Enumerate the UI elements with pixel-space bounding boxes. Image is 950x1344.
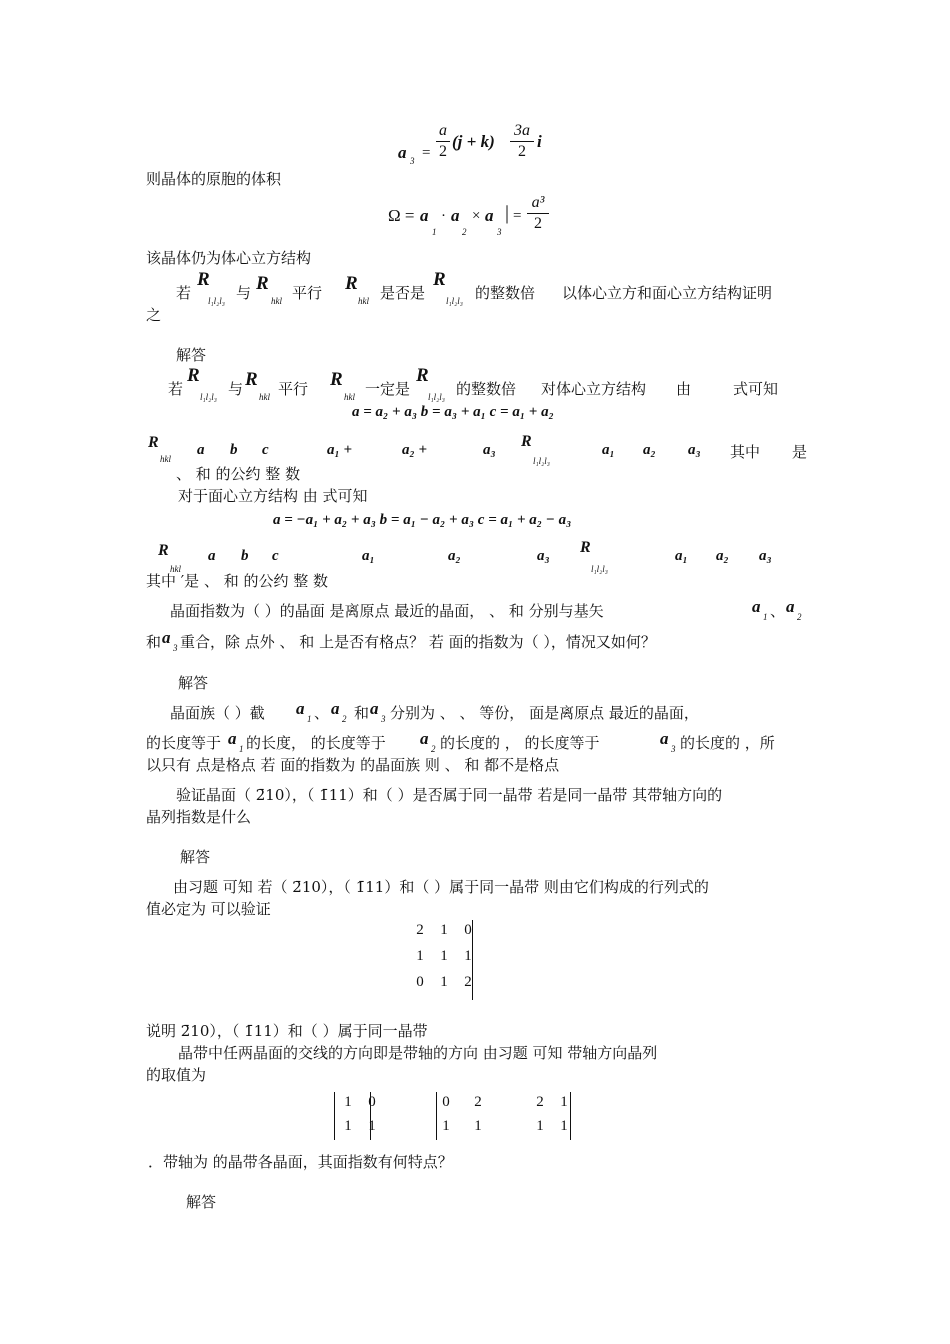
ans1-row-a1: a₁ +: [327, 442, 353, 458]
ans1-R2-sub: hkl: [259, 392, 270, 402]
text-line-bcc: 该晶体仍为体心立方结构: [146, 249, 312, 267]
ans1-row-a3: a₃: [483, 442, 496, 458]
eq-a3-frac2-den: 2: [518, 143, 526, 160]
ans1-row2-a3: a₃: [537, 548, 550, 564]
ans1-row-b1: a₁: [602, 442, 615, 458]
answer-4-title: 解答: [186, 1193, 217, 1211]
ans1-if: 若: [168, 380, 184, 398]
eq-a3-frac2-num: 3a: [514, 122, 530, 139]
q1-R4: R: [433, 269, 446, 290]
q1-R3-sub: hkl: [358, 296, 369, 306]
ans2-l2-a2: a: [420, 729, 429, 748]
eq-omega-s2: 2: [462, 227, 467, 237]
ans1-row-R-sub: hkl: [160, 454, 171, 464]
q1-parallel: 平行: [292, 284, 323, 302]
q3-line2: 晶列指数是什么: [146, 808, 252, 826]
ans1-row-is: 是: [792, 443, 808, 461]
q1-R4-sub: l₁l₂l₃: [446, 296, 463, 306]
eq-omega-s1: 1: [432, 227, 437, 237]
ans1-row2-a1: a₁: [362, 548, 375, 564]
ans1-bcc: 对体心立方结构: [541, 380, 647, 398]
ans1-R2: R: [245, 369, 258, 390]
eq-omega-a2: a: [451, 206, 460, 225]
ans1-row-where: 其中: [730, 443, 761, 461]
q2-a3-sub: 3: [173, 643, 178, 653]
det2a-bar-right: [370, 1092, 371, 1140]
eq-omega-num: a³: [531, 194, 545, 211]
ans3-line1: 由习题 可知 若（ 2̄10），（ 1̄11）和（ ）属于同一晶带 则由它们构成的行列式的: [173, 878, 709, 896]
eq-omega-abs: |: [505, 202, 510, 224]
ans1-and: 与: [228, 380, 244, 398]
eq-a3-frac2: [510, 122, 534, 161]
q2-a2: a: [786, 597, 795, 616]
determinant-3x3: [408, 922, 480, 1000]
q2-comma: 、: [770, 602, 786, 620]
det2c-bar-right: [570, 1092, 571, 1140]
ans2-and: 和: [354, 704, 370, 722]
ans1-row2-R2-sub: l₁l₂l₃: [591, 564, 608, 574]
q1-R1: R: [197, 269, 210, 290]
q2-line1: 晶面指数为（ ）的晶面 是离原点 最近的晶面， 、 和 分别与基矢: [170, 602, 604, 620]
ans2-a3: a: [370, 699, 379, 718]
answer-1-title: 解答: [176, 346, 207, 364]
determinant-2x2-c: 2 1 1 1: [536, 1094, 568, 1134]
ans2-l2-a3: a: [660, 729, 669, 748]
q1-prove: 以体心立方和面心立方结构证明: [562, 284, 773, 302]
det-bar-right: [472, 920, 473, 1000]
ans1-row2-R-sub: hkl: [170, 564, 181, 574]
ans1-row-b2: a₂: [643, 442, 656, 458]
det-row: 1 1 1: [416, 948, 472, 964]
eq-a3-frac1-num: a: [439, 122, 447, 139]
ans1-gcd-line: 、 和 的公约 整 数: [176, 465, 301, 483]
det-row: 2 1 0: [416, 922, 472, 938]
answer-2-title: 解答: [178, 674, 209, 692]
eq-a3-frac1: [436, 122, 450, 161]
q2-line2: 重合，除 点外 、 和 上是否有格点？ 若 面的指数为（ ），情况又如何？: [180, 633, 656, 651]
ans2-l2-a1-sub: 1: [239, 744, 244, 754]
q1-R3: R: [345, 273, 358, 294]
q1-and: 与: [236, 284, 252, 302]
determinant-2x2-b: 0 2 1 1: [442, 1094, 482, 1134]
q2-a2-sub: 2: [797, 612, 802, 622]
ans2-l2-a1: a: [228, 729, 237, 748]
q3-line1: 验证晶面（ 2̄10），（ 1̄11）和（ ）是否属于同一晶带 若是同一晶带 其带轴方向的: [176, 786, 723, 804]
q1-multiple: 的整数倍: [475, 284, 536, 302]
ans1-row-R2: R: [521, 433, 532, 450]
eq-omega-cross: ×: [472, 208, 481, 224]
ans1-row-b3: a₃: [688, 442, 701, 458]
ans3-line4: 晶带中任两晶面的交线的方向即是带轴的方向 由习题 可知 带轴方向晶列: [178, 1044, 658, 1062]
eq-a3-lhs-sub: 3: [410, 156, 415, 166]
question-4: ．带轴为 的晶带各晶面，其面指数有何特点？: [148, 1153, 453, 1171]
eq-omega-dot: ·: [441, 208, 446, 224]
ans2-a1: a: [296, 699, 305, 718]
eq-omega-equals: =: [513, 208, 522, 224]
ans1-row-a: a: [197, 442, 205, 458]
eq-omega-a3: a: [485, 206, 494, 225]
ans1-row2-c: c: [272, 548, 279, 564]
ans1-R3-sub: hkl: [344, 392, 355, 402]
eq-omega-frac: [527, 194, 549, 233]
ans2-a1-sub: 1: [307, 714, 312, 724]
q1-R2-sub: hkl: [271, 296, 282, 306]
ans1-R4: R: [416, 365, 429, 386]
eq-omega-a1: a: [420, 206, 429, 225]
ans2-line1a: 晶面族（ ）截: [170, 704, 265, 722]
ans1-row-R2-sub: l₁l₂l₃: [533, 456, 550, 466]
ans1-R1: R: [187, 365, 200, 386]
q1-R2: R: [256, 273, 269, 294]
ans1-row2-b: b: [241, 548, 249, 564]
q2-a3: a: [162, 628, 171, 647]
eq-omega-den: 2: [534, 215, 542, 232]
ans2-a3-sub: 3: [381, 714, 386, 724]
ans1-row2-b2: a₂: [716, 548, 729, 564]
q2-a1-sub: 1: [763, 612, 768, 622]
det-row: 0 1 2: [416, 974, 472, 990]
ans1-row2-R: R: [158, 542, 169, 559]
ans1-formula: 式可知: [733, 380, 779, 398]
ans3-line2: 值必定为 可以验证: [146, 900, 271, 918]
ans2-l2-a2-sub: 2: [431, 744, 436, 754]
ans1-eq-bcc: a = a₂ + a₃ b = a₃ + a₁ c = a₁ + a₂: [352, 404, 554, 420]
ans1-must: 一定是: [365, 380, 411, 398]
ans1-fcc-line: 对于面心立方结构 由 式可知: [178, 487, 368, 505]
ans1-row2-a2: a₂: [448, 548, 461, 564]
ans1-multiple: 的整数倍: [456, 380, 517, 398]
eq-a3-lhs: a: [398, 143, 407, 162]
ans1-row-R: R: [148, 434, 159, 451]
ans1-eq-fcc: a = −a₁ + a₂ + a₃ b = a₁ − a₂ + a₃ c = a₁ + a₂ − a₃: [273, 512, 572, 528]
eq-a3-paren: (j + k): [452, 132, 495, 151]
text-line-volume: 则晶体的原胞的体积: [146, 170, 282, 188]
ans3-line5: 的取值为: [146, 1066, 207, 1084]
ans1-row-a2: a₂ +: [402, 442, 428, 458]
ans2-line2d: 的长度的 ，所: [680, 734, 775, 752]
ans1-row2-R2: R: [580, 539, 591, 556]
ans1-row2-b3: a₃: [759, 548, 772, 564]
ans2-a2-sub: 2: [342, 714, 347, 724]
ans3-line3: 说明 2̄10），（ 1̄11）和（ ）属于同一晶带: [146, 1022, 428, 1040]
answer-3-title: 解答: [180, 848, 211, 866]
determinant-2x2-a: 1 0 1 1: [344, 1094, 376, 1134]
q1-if: 若: [176, 284, 192, 302]
eq-omega-lhs: Ω =: [388, 206, 415, 225]
ans2-line2a: 的长度等于: [146, 734, 222, 752]
ans1-R1-sub: l₁l₂l₃: [200, 392, 217, 402]
eq-a3-vec-i: i: [537, 132, 542, 151]
eq-a3-equals: =: [422, 145, 431, 161]
ans1-gcd-line2: 其中 ′是 、 和 的公约 整 数: [146, 572, 329, 590]
ans1-parallel: 平行: [278, 380, 309, 398]
ans2-comma: 、: [314, 704, 330, 722]
ans1-R3: R: [330, 369, 343, 390]
ans2-line2c: 的长度的 ， 的长度等于: [440, 734, 600, 752]
det2a-bar-left: [334, 1092, 335, 1140]
q1-whether: 是否是: [380, 284, 426, 302]
ans2-line1d: 分别为 、 、 等份， 面是离原点 最近的晶面，: [390, 704, 699, 722]
ans1-by: 由: [676, 380, 692, 398]
eq-a3-frac1-den: 2: [439, 143, 447, 160]
ans2-a2: a: [331, 699, 340, 718]
q1-it: 之: [146, 306, 162, 324]
q2-a1: a: [752, 597, 761, 616]
ans1-row-b: b: [230, 442, 238, 458]
ans1-row-c: c: [262, 442, 269, 458]
q2-and: 和: [146, 633, 162, 651]
ans1-row2-b1: a₁: [675, 548, 688, 564]
ans2-l2-a3-sub: 3: [671, 744, 676, 754]
ans1-row2-a: a: [208, 548, 216, 564]
q1-R1-sub: l₁l₂l₃: [208, 296, 225, 306]
ans2-line2b: 的长度， 的长度等于: [246, 734, 386, 752]
ans2-line3: 以只有 点是格点 若 面的指数为 的晶面族 则 、 和 都不是格点: [146, 756, 560, 774]
ans1-R4-sub: l₁l₂l₃: [428, 392, 445, 402]
eq-omega-s3: 3: [497, 227, 502, 237]
